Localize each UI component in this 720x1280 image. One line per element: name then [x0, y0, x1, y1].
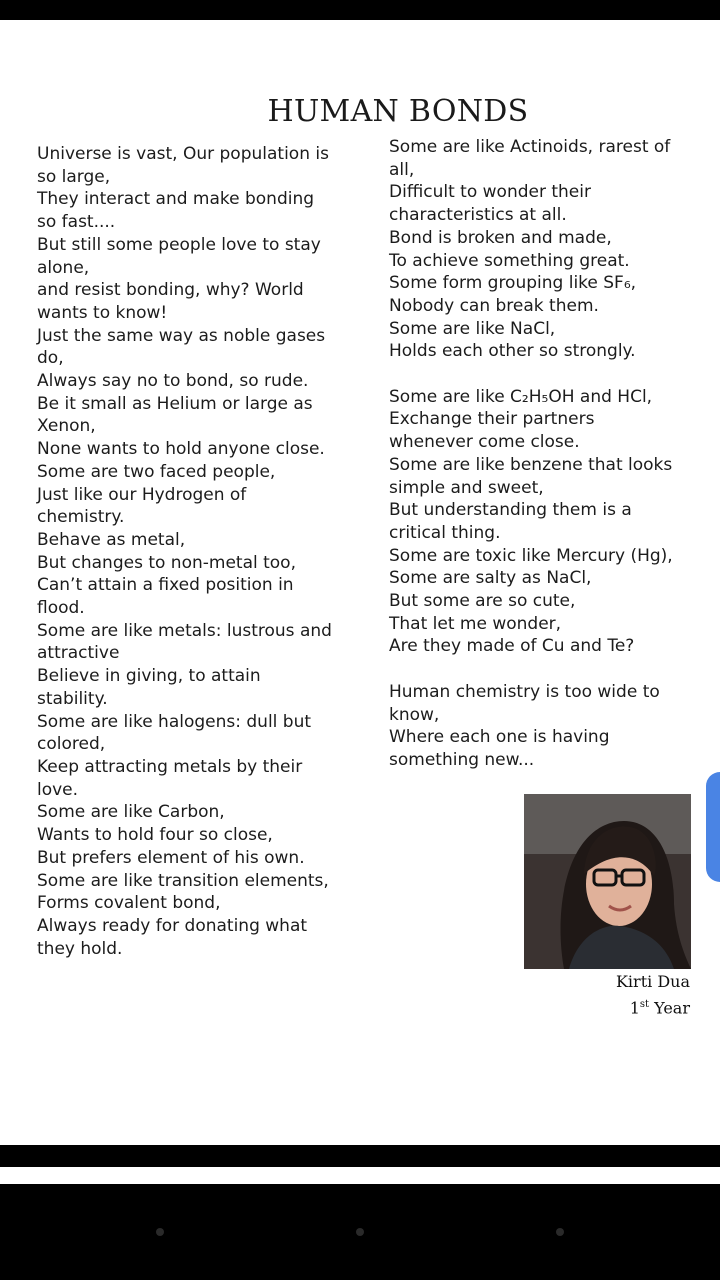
poem-line: attractive — [37, 643, 120, 664]
poem-line: simple and sweet, — [389, 477, 544, 498]
poem-line: But understanding them is a — [389, 500, 632, 521]
poem-line: None wants to hold anyone close. — [37, 439, 325, 460]
poem-line: Can’t attain a fixed position in — [37, 575, 294, 596]
poem-line: Exchange their partners — [389, 409, 595, 430]
poem-line: wants to know! — [37, 302, 168, 323]
poem-line: love. — [37, 779, 79, 800]
poem-line: Some are like halogens: dull but — [37, 711, 312, 732]
poem-line: To achieve something great. — [389, 250, 630, 271]
poem-line: Universe is vast, Our population is — [37, 144, 329, 164]
poem-line: all, — [389, 159, 415, 180]
poem-line: Some are like Actinoids, rarest of — [389, 137, 671, 157]
poem-line: whenever come close. — [389, 432, 580, 453]
poem-line: do, — [37, 348, 64, 369]
poem-line: so fast.... — [37, 212, 116, 233]
poem-line: stability. — [37, 688, 108, 709]
poem-line: Wants to hold four so close, — [37, 825, 273, 846]
poem-line: and resist bonding, why? World — [37, 280, 304, 301]
poem-line: Just the same way as noble gases — [37, 325, 326, 346]
poem-line: Behave as metal, — [37, 529, 186, 550]
poem-line: But prefers element of his own. — [37, 847, 305, 868]
poem-line: Nobody can break them. — [389, 295, 599, 316]
author-credit — [616, 970, 690, 1019]
poem-line — [389, 658, 673, 681]
poem-line: Some are toxic like Mercury (Hg), — [389, 545, 673, 566]
poem-page — [0, 20, 720, 1145]
bottom-divider — [0, 1145, 720, 1167]
poem-line: Are they made of Cu and Te? — [389, 636, 635, 657]
nav-dot-center[interactable] — [356, 1228, 364, 1236]
poem-line: Bond is broken and made, — [389, 227, 612, 248]
poem-line: chemistry. — [37, 507, 125, 528]
poem-line: Forms covalent bond, — [37, 893, 221, 914]
poem-line — [389, 363, 673, 386]
poem-line: characteristics at all. — [389, 205, 567, 226]
poem-line: Where each one is having — [389, 727, 610, 748]
poem-line: But changes to non-metal too, — [37, 552, 296, 573]
poem-line: Difficult to wonder their — [389, 182, 591, 203]
author-name: Kirti Dua — [615, 972, 690, 991]
poem-line: flood. — [37, 598, 85, 619]
poem-line: Always say no to bond, so rude. — [37, 371, 309, 392]
poem-line: Some are like transition elements, — [37, 870, 329, 891]
navigation-bar — [0, 1184, 720, 1280]
bottom-white-line — [0, 1167, 720, 1184]
poem-line: Some are two faced people, — [37, 461, 276, 482]
poem-line: know, — [389, 704, 440, 725]
poem-line: That let me wonder, — [389, 613, 562, 634]
poem-line: Xenon, — [37, 416, 96, 437]
poem-line: But some are so cute, — [389, 591, 576, 612]
author-photo — [524, 794, 691, 969]
side-edge-handle[interactable] — [706, 772, 720, 882]
poem-line: colored, — [37, 734, 106, 755]
nav-dot-left[interactable] — [156, 1228, 164, 1236]
poem-title: HUMAN BONDS — [267, 94, 529, 129]
poem-line: Some are like Carbon, — [37, 802, 225, 823]
poem-line: Keep attracting metals by their — [37, 756, 303, 777]
poem-line: critical thing. — [389, 522, 501, 543]
poem-line: Believe in giving, to attain — [37, 666, 261, 687]
poem-left-column — [37, 143, 332, 960]
poem-line: Human chemistry is too wide to — [389, 681, 660, 702]
poem-line: Always ready for donating what — [37, 915, 308, 936]
poem-line: Some are like C₂H₅OH and HCl, — [389, 386, 653, 407]
poem-line: Some form grouping like SF₆, — [389, 273, 637, 294]
poem-line: Just like our Hydrogen of — [37, 484, 247, 505]
poem-right-column — [389, 136, 673, 772]
poem-line: Be it small as Helium or large as — [37, 393, 313, 414]
poem-line: Some are like NaCl, — [389, 318, 556, 339]
poem-line: Holds each other so strongly. — [389, 341, 636, 362]
poem-line: so large, — [37, 166, 111, 187]
poem-line: They interact and make bonding — [37, 189, 315, 210]
poem-line: alone, — [37, 257, 90, 278]
poem-line: But still some people love to stay — [37, 234, 321, 255]
poem-line: Some are like metals: lustrous and — [37, 620, 332, 641]
poem-line: something new... — [389, 749, 535, 770]
status-bar — [0, 0, 720, 20]
nav-dot-right[interactable] — [556, 1228, 564, 1236]
poem-line: Some are salty as NaCl, — [389, 568, 592, 589]
poem-line: Some are like benzene that looks — [389, 454, 673, 475]
poem-line: they hold. — [37, 938, 123, 959]
author-year: 1st Year — [629, 998, 690, 1018]
